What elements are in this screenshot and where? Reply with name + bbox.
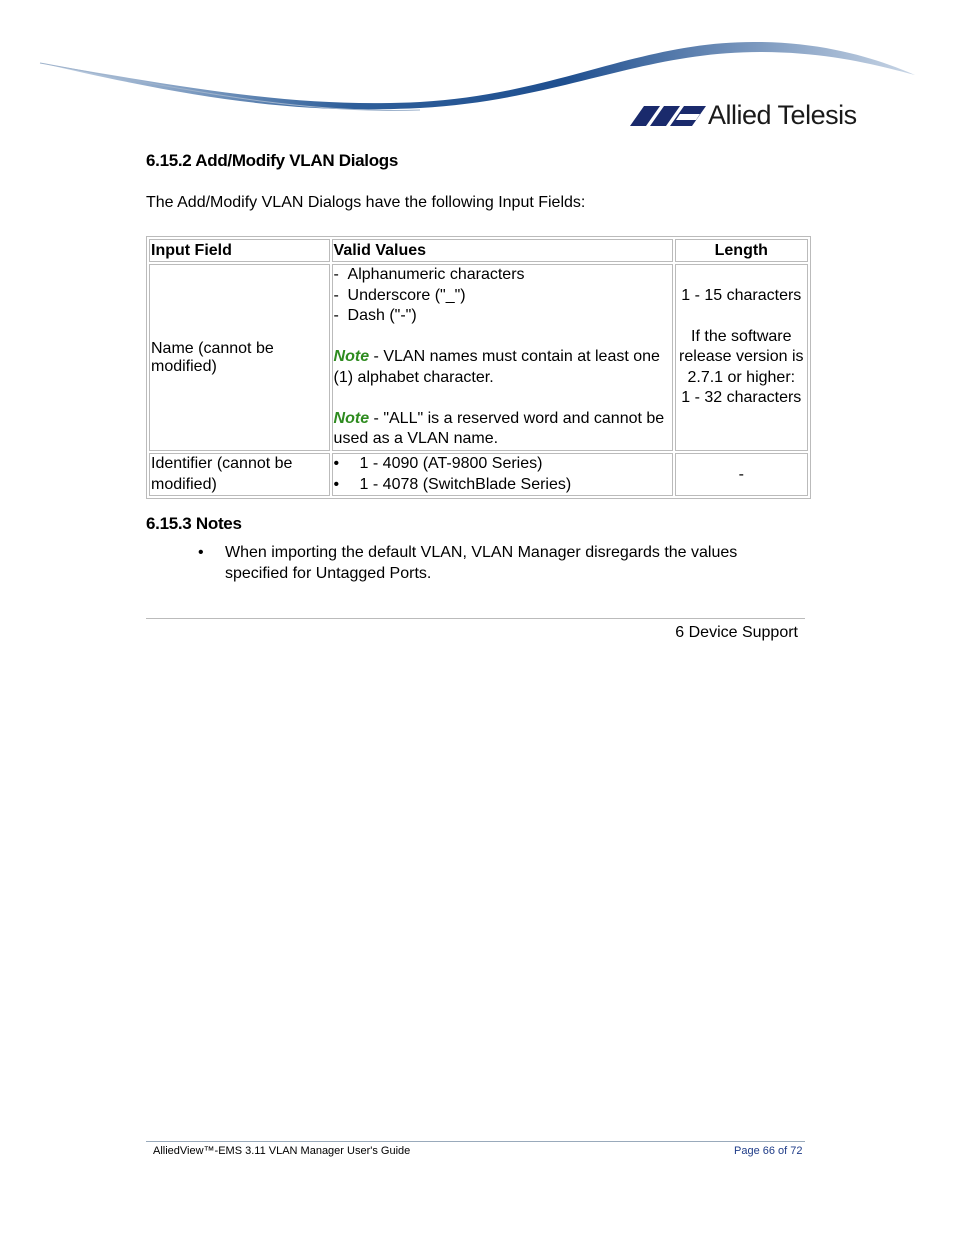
page-number: Page 66 of 72 <box>734 1145 803 1157</box>
note-paragraph: Note - VLAN names must contain at least one (1) alphabet character. <box>333 348 660 386</box>
intro-paragraph: The Add/Modify VLAN Dialogs have the following Input Fields: <box>146 194 586 211</box>
note-label: Note <box>333 409 370 427</box>
cell-valid-values-identifier <box>332 453 673 496</box>
list-item: When importing the default VLAN, VLAN Manager disregards the values specified for Untagged Ports. <box>225 544 738 582</box>
section-heading-6-15-2: 6.15.2 Add/Modify VLAN Dialogs <box>146 151 399 170</box>
brand-name: Allied Telesis <box>708 100 857 130</box>
cell-valid-values-name <box>332 264 673 451</box>
cell-field-name: Name (cannot be modified) <box>149 264 330 451</box>
cell-length-name: 1 - 15 characters If the software release version is 2.7.1 or higher: 1 - 32 characters <box>675 264 808 451</box>
list-item: - Alphanumeric characters <box>333 266 525 283</box>
table-row <box>149 264 808 451</box>
table-row <box>149 453 808 496</box>
list-item: • 1 - 4090 (AT-9800 Series) <box>333 455 543 472</box>
header-length: Length <box>675 239 808 262</box>
cell-length-identifier: - <box>675 453 808 496</box>
cell-field-identifier: Identifier (cannot be modified) <box>149 453 330 496</box>
input-fields-table <box>146 236 811 499</box>
list-item: • 1 - 4078 (SwitchBlade Series) <box>333 475 572 493</box>
bullet-icon: • <box>198 544 204 561</box>
footer-divider <box>146 1141 805 1142</box>
list-item: - Dash ("-") <box>333 307 417 324</box>
note-label: Note <box>333 348 370 365</box>
section-heading-6-15-3: 6.15.3 Notes <box>146 514 242 533</box>
list-item: - Underscore ("_") <box>333 286 466 304</box>
chapter-label: 6 Device Support <box>675 624 798 641</box>
header-input-field: Input Field <box>149 239 330 262</box>
section-divider <box>146 618 805 619</box>
note-paragraph: Note - "ALL" is a reserved word and cannot be used as a VLAN name. <box>333 409 665 447</box>
header-valid-values: Valid Values <box>332 239 673 262</box>
table-header-row <box>149 239 808 262</box>
footer-title: AlliedView™-EMS 3.11 VLAN Manager User's Guide <box>153 1145 411 1157</box>
